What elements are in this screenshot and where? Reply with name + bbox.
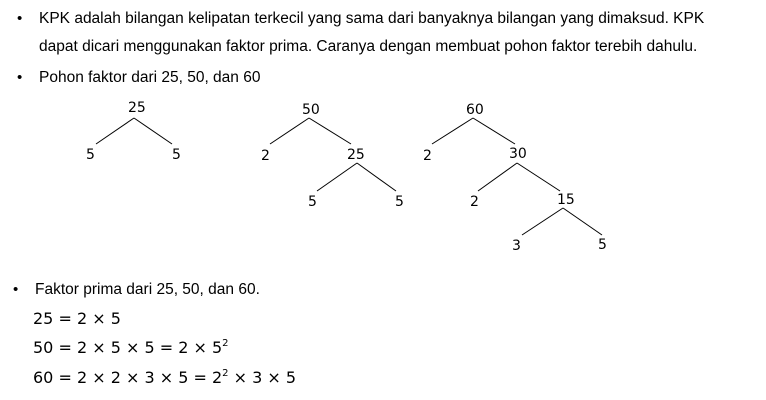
prime-heading-text: Faktor prima dari 25, 50, dan 60. (35, 281, 260, 298)
tree25-root: 25 (128, 100, 146, 116)
equation-50-exponent: 2 (222, 338, 229, 349)
tree60-left: 2 (423, 148, 432, 164)
bullet-mark: • (17, 69, 23, 86)
intro-line-2: dapat dicari menggunakan faktor prima. Caranya dengan membuat pohon faktor terebih dahulu. (39, 38, 698, 55)
tree-heading (17, 64, 417, 91)
tree25-right: 5 (172, 147, 181, 163)
tree50-right-left: 5 (308, 194, 317, 210)
tree60-right: 30 (509, 146, 527, 162)
equation-25 (33, 309, 121, 328)
bullet-mark: • (13, 281, 19, 298)
prime-heading (13, 276, 413, 303)
equation-60 (33, 368, 296, 387)
equation-60-text: 60 = 2 × 2 × 3 × 5 = 2 (33, 368, 223, 387)
tree50-right-right: 5 (395, 194, 404, 210)
equation-60-exponent: 2 (222, 368, 229, 379)
tree60-rr-left: 3 (512, 238, 521, 254)
equation-50 (33, 338, 229, 357)
equation-50-text: 50 = 2 × 5 × 5 = 2 × 5 (33, 338, 223, 357)
tree60-rr-right: 5 (598, 237, 607, 253)
tree50-left: 2 (261, 148, 270, 164)
tree60-right-left: 2 (470, 194, 479, 210)
tree50-right: 25 (347, 147, 365, 163)
tree-heading-text: Pohon faktor dari 25, 50, dan 60 (39, 69, 261, 86)
intro-paragraph (17, 5, 757, 61)
intro-line-1: KPK adalah bilangan kelipatan terkecil yang sama dari banyaknya bilangan yang dimaksud. KPK (39, 10, 705, 27)
equation-25-text: 25 = 2 × 5 (33, 309, 121, 328)
tree50-root: 50 (302, 102, 320, 118)
tree60-root: 60 (466, 102, 484, 118)
tree60-right-right: 15 (557, 192, 575, 208)
equation-60-tail: × 3 × 5 (228, 368, 297, 387)
bullet-mark: • (17, 10, 23, 27)
tree25-left: 5 (86, 147, 95, 163)
